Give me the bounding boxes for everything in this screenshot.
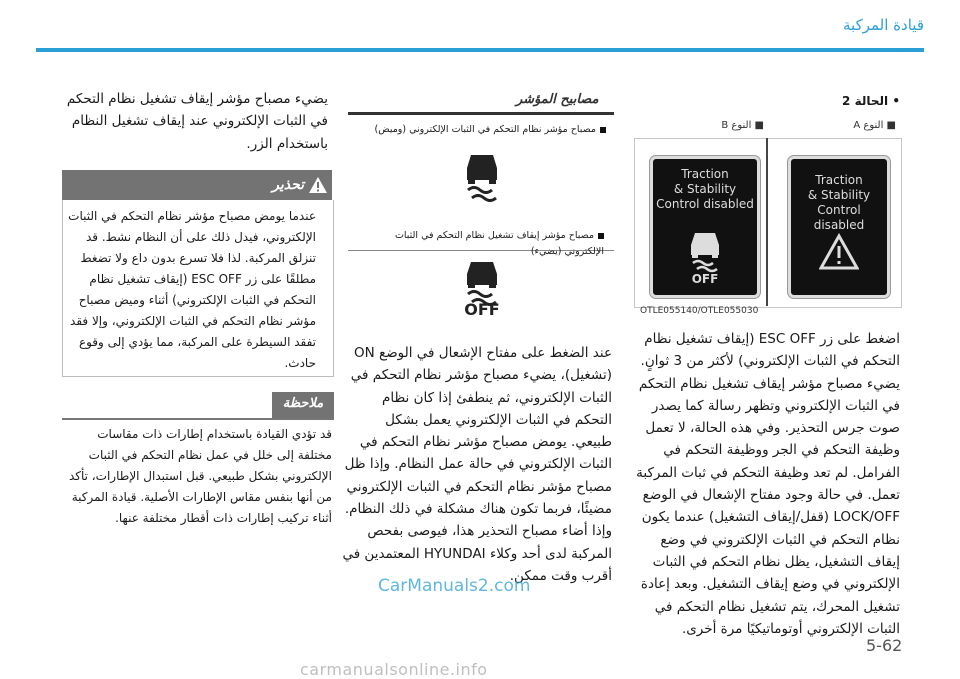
- figure-divider: [766, 138, 768, 306]
- body-text: عند الضغط على مفتاح الإشعال في الوضع ON (تشغيل)، يضيء مصباح مؤشر نظام التحكم في الثبات الإلكتروني، ثم ينطفئ إذا كان نظام التحكم في الثبات الإلكتروني يعمل بشكل طبيعي. يومض مصباح مؤشر نظام التحكم في الثبات الإلكتروني في حالة عمل النظام. وإذا ظل مصباح مؤشر نظام التحكم في الثبات الإلكتروني مضيئًا، فربما تكون هناك مشكلة في ذلك النظام. وإذا أضاء مصباح التحذير هذا، فيوصى بفحص المركبة لدى أحد وكلاء HYUNDAI المعتمدين في أقرب وقت ممكن.: [342, 345, 612, 584]
- lcd-b-line: & Stability: [673, 182, 737, 196]
- lcd-b-line: Traction: [681, 167, 729, 181]
- warning-title: تحذير: [208, 176, 328, 194]
- footer-url[interactable]: carmanualsonline.info: [300, 660, 488, 679]
- cluster-display-type-b: [650, 156, 760, 298]
- lcd-b-line: Control disabled: [656, 197, 754, 211]
- lcd-a-line: Control disabled: [813, 203, 865, 232]
- watermark[interactable]: CarManuals2.com: [378, 576, 531, 596]
- cluster-display-type-a: [788, 156, 890, 298]
- warning-triangle-icon: [819, 233, 859, 271]
- figure-caption: OTLE055140/OTLE055030: [640, 306, 759, 316]
- note-title: ملاحظة: [282, 396, 324, 411]
- indicator-label: مصباح مؤشر إيقاف تشغيل نظام التحكم في الثبات الإلكتروني (يضيء): [394, 230, 604, 257]
- svg-text:OFF: OFF: [691, 272, 719, 285]
- note-rule: [62, 418, 334, 420]
- lcd-a-line: & Stability: [807, 188, 871, 202]
- esc-indicator-icon: [460, 150, 504, 206]
- indicator-label: مصباح مؤشر نظام التحكم في الثبات الإلكتروني (وميض): [352, 124, 606, 135]
- warning-text: عندما يومض مصباح مؤشر نظام التحكم في الثبات الإلكتروني، فيدل ذلك على أن النظام نشط. قد تنزلق المركبة. لذا فلا تسرع بدون داع ولا تضغط مطلقًا على زر ESC OFF (إيقاف تشغيل نظام التحكم في الثبات الإلكتروني) أثناء وميض مصباح مؤشر نظام التحكم في الثبات الإلكتروني، وإلا فقد تفقد السيطرة على المركبة، مما يؤدي إلى وقوع حادث.: [68, 209, 316, 370]
- figure-label-b: ■ النوع B: [721, 120, 764, 131]
- section-heading: • الحالة 2: [842, 94, 900, 108]
- page-number: 5-62: [866, 636, 903, 655]
- header-rule: [36, 48, 924, 52]
- note-text: قد تؤدي القيادة باستخدام إطارات ذات مقاسات مختلفة إلى خلل في عمل نظام التحكم في الثبات الإلكتروني بشكل طبيعي. قبل استبدال الإطارات، تأكد من أنها بنفس مقاس الإطارات الأصلية. قيادة المركبة أثناء تركيب إطارات ذات أقطار مختلفة عنها.: [68, 427, 332, 525]
- figure-label-a: ■ النوع A: [853, 120, 896, 131]
- off-label: OFF: [464, 300, 500, 319]
- warning-icon: [308, 176, 328, 194]
- esc-off-icon: [683, 225, 727, 285]
- section-heading: مصابيح المؤشر: [516, 92, 599, 107]
- body-text: اضغط على زر ESC OFF (إيقاف تشغيل نظام التحكم في الثبات الإلكتروني) لأكثر من 3 ثوانٍ. يضيء مصباح مؤشر إيقاف تشغيل نظام التحكم في الثبات الإلكتروني وتظهر رسالة كما يصدر صوت جرس التحذير. وفي هذه الحالة، لا تعمل وظيفة التحكم في الجر ووظيفة التحكم في الفرامل. لم تعد وظيفة التحكم في ثبات المركبة تعمل. في حالة وجود مفتاح الإشعال في الوضع LOCK/OFF (قفل/إيقاف التشغيل) عندما يكون نظام التحكم في الثبات الإلكتروني في وضع إيقاف التشغيل، يظل نظام التحكم في الثبات الإلكتروني في وضع إيقاف التشغيل. وبعد إعادة تشغيل المحرك، يتم تشغيل نظام التحكم في الثبات الإلكتروني أوتوماتيكيًا مرة أخرى.: [636, 331, 900, 637]
- page-header-title: قيادة المركبة: [843, 16, 924, 34]
- body-text: يضيء مصباح مؤشر إيقاف تشغيل نظام التحكم في الثبات الإلكتروني عند إيقاف تشغيل النظام باستخدام الزر.: [66, 91, 328, 152]
- lcd-a-line: Traction: [815, 173, 863, 187]
- heading-rule: [348, 112, 614, 115]
